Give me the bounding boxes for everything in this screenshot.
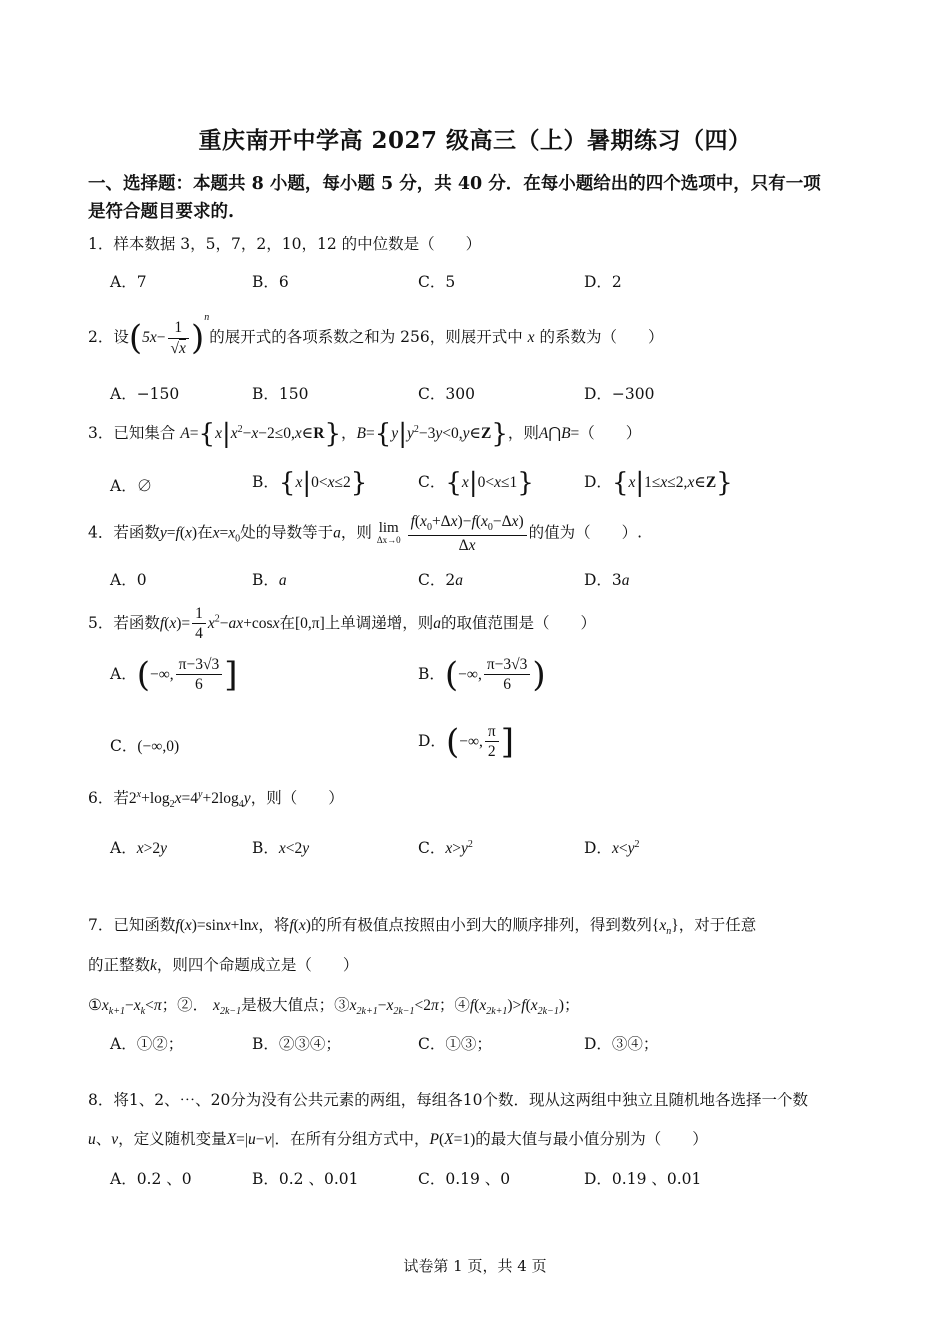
- q2-fraction: $\frac{1}{√x}$: [168, 318, 189, 358]
- q4-option-d: D．3a: [584, 571, 630, 589]
- question-8-line2: u、v，定义随机变量X=|u−v|．在所有分组方式中，P(X=1)的最大值与最小值分别为（ ）: [88, 1130, 708, 1148]
- question-7-line2: 的正整数k，则四个命题成立是（ ）: [88, 956, 359, 974]
- q3-option-a: A．∅: [110, 477, 153, 495]
- q8-option-a: A．0.2 、0: [110, 1170, 192, 1188]
- q5-option-d: D．(−∞, $\frac{\pi}{2}$ ]: [418, 721, 514, 762]
- q7-option-d: D．③④；: [584, 1035, 659, 1053]
- q1-option-a: A．7: [110, 273, 147, 291]
- q3-option-c: C．{x|0<x≤1}: [418, 468, 534, 498]
- q8-option-d: D．0.19 、0.01: [584, 1170, 702, 1188]
- q2-option-c: C．300: [418, 385, 475, 403]
- question-7-line1: 7．已知函数f(x)=sinx+lnx，将f(x)的所有极值点按照由小到大的顺序排列，得到数列$\{x_n\}$，对于任意: [88, 916, 757, 938]
- q2-option-d: D．−300: [584, 385, 655, 403]
- question-2-stem: 2．设(5x− $\frac{1}{√x}$ )$^n$的展开式的各项系数之和为 256，则展开式中 x 的系数为（ ）: [88, 312, 664, 358]
- q3-option-b: B．{x|0<x≤2}: [252, 468, 368, 498]
- q5-option-c: C．(−∞,0): [110, 737, 180, 755]
- q3-option-d: D．{x|1≤x≤2,x∈Z}: [584, 468, 733, 498]
- q5-option-b: B．(−∞, $\frac{\pi-3√3}{6}$ ): [418, 654, 546, 695]
- q4-option-a: A．0: [110, 571, 147, 589]
- q6-option-a: A．x>2y: [110, 839, 167, 857]
- q1-option-b: B．6: [252, 273, 289, 291]
- section-heading-line1: 一、选择题：本题共 8 小题，每小题 5 分，共 40 分．在每小题给出的四个选项中，只有一项: [88, 174, 821, 194]
- question-5-stem: 5．若函数f(x)= $\frac{1}{4}$ $x^2-ax+\cos x$在[0,π]上单调递增，则a的取值范围是（ ）: [88, 605, 597, 643]
- q2-rest: 的展开式的各项系数之和为 256，则展开式中: [209, 328, 523, 346]
- q4-option-b: B．a: [252, 571, 287, 589]
- q2-option-b: B．150: [252, 385, 309, 403]
- q7-option-b: B．②③④；: [252, 1035, 341, 1053]
- section-heading-line2: 是符合题目要求的.: [88, 202, 235, 222]
- q8-option-b: B．0.2 、0.01: [252, 1170, 359, 1188]
- q1-option-c: C．5: [418, 273, 456, 291]
- question-4-stem: 4．若函数y=f(x)在$x=x_0$处的导数等于a，则 lim Δx→0 $\frac{f(x_0+\Delta x)-f(x_0-\Delta x)}{\Delta x}$ 的值为（ ）.: [88, 513, 643, 554]
- q5-option-a: A．(−∞, $\frac{\pi-3√3}{6}$ ]: [110, 654, 238, 695]
- q8-option-c: C．0.19 、0: [418, 1170, 511, 1188]
- q2-number: 2．设: [88, 328, 129, 346]
- page-title: 重庆南开中学高 2027 级高三（上）暑期练习（四）: [198, 127, 752, 154]
- q4-option-c: C．2a: [418, 571, 463, 589]
- q6-option-b: B．x<2y: [252, 839, 310, 857]
- q6-option-c: C．$x>y^2$: [418, 838, 473, 857]
- q7-option-c: C．①③；: [418, 1035, 492, 1053]
- q4-fraction: $\frac{f(x_0+\Delta x)-f(x_0-\Delta x)}{\Delta x}$: [408, 512, 527, 555]
- question-1-stem: 1．样本数据 3，5，7，2，10，12 的中位数是（ ）: [88, 235, 482, 253]
- q4-limit: lim Δx→0: [376, 520, 401, 546]
- page-footer: 试卷第 1 页，共 4 页: [403, 1257, 547, 1275]
- q1-option-d: D．2: [584, 273, 622, 291]
- q7-option-a: A．①②；: [110, 1035, 184, 1053]
- question-8-line1: 8．将1、2、⋯、20分为没有公共元素的两组，每组各10个数．现从这两组中独立且随机地各选择一个数: [88, 1091, 809, 1109]
- q2-option-a: A．−150: [110, 385, 180, 403]
- q6-option-d: D．$x<y^2$: [584, 838, 640, 857]
- question-7-propositions: $①x_{k+1}-x_k<\pi$；②． $x_{2k-1}$是极大值点；$③x_{2k+1}-x_{2k-1}<2\pi$；$④f(x_{2k+1})>f(x_{2k-1})$；: [88, 996, 580, 1018]
- question-6-stem: 6．若$2^x+\log_2x=4^y+2\log_4y$，则（ ）: [88, 788, 344, 811]
- question-3-stem: 3．已知集合 $A=\{x|x^2-x-2\le 0,x\in R\}$，$B=\{y|y^2-3y<0,y\in Z\}$，则A⋂B=（ ）: [88, 419, 642, 449]
